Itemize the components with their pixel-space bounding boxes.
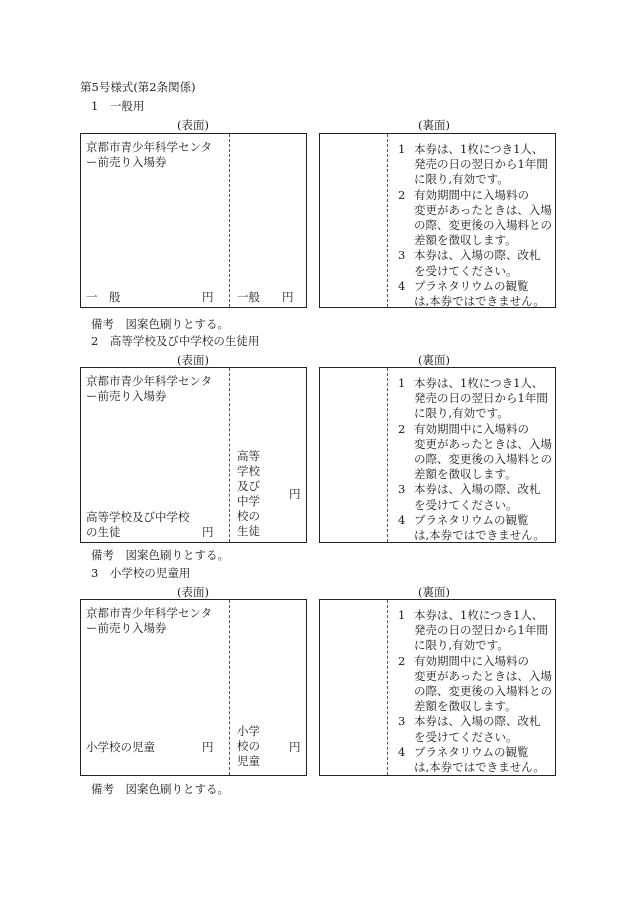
ticket-title-line1: 京都市青少年科学センタ (86, 140, 213, 154)
note-item: 2 有効期間中に入場料の 変更があったときは、入場 の際、変更後の入場料との 差額を徴収します。 (398, 653, 552, 714)
note-item: 1 本券は、1枚につき1人、 発売の日の翌日から1年間 に限り,有効です。 (398, 376, 548, 421)
front-label: (表面) (177, 118, 209, 132)
section-2-heading: 2 高等学校及び中学校の生徒用 (91, 334, 260, 348)
note-item: 1 本券は、1枚につき1人、 発売の日の翌日から1年間 に限り,有効です。 (398, 142, 548, 187)
section-1-heading: 1 一般用 (91, 99, 145, 113)
ticket-title-line1: 京都市青少年科学センタ (86, 606, 213, 620)
note-item: 2 有効期間中に入場料の 変更があったときは、入場 の際、変更後の入場料との 差額を徴収します。 (398, 421, 552, 482)
ticket-title-line2: ー前売り入場券 (86, 155, 167, 169)
stub-label-secondary: 高等 学校 及び 中学 校の 生徒 (237, 449, 260, 538)
ticket-front-general (80, 133, 307, 308)
stub-label-general: 一般 (237, 290, 260, 304)
remark: 備考 図案色刷りとする。 (91, 548, 229, 562)
perforation-line (229, 600, 230, 775)
back-label: (裏面) (418, 353, 450, 367)
note-item: 3 本券は、入場の際、改札 を受けてください。 (398, 482, 541, 512)
notes-list (398, 376, 552, 543)
perforation-line (387, 368, 388, 542)
note-item: 4 プラネタリウムの観覧 は,本券ではできません。 (398, 744, 545, 775)
stub-yen-label: 円 (289, 487, 301, 501)
ticket-title-line1: 京都市青少年科学センタ (86, 374, 213, 388)
yen-label: 円 (202, 290, 214, 304)
perforation-line (387, 600, 388, 775)
price-label-elementary: 小学校の児童 (86, 740, 155, 754)
perforation-line (387, 134, 388, 307)
remark: 備考 図案色刷りとする。 (91, 782, 229, 796)
section-3-heading: 3 小学校の児童用 (91, 566, 191, 580)
form-title: 第5号様式(第2条関係) (80, 80, 196, 94)
note-item: 2 有効期間中に入場料の 変更があったときは、入場 の際、変更後の入場料との 差額を徴収します。 (398, 187, 552, 248)
yen-label: 円 (202, 525, 214, 539)
back-label: (裏面) (418, 118, 450, 132)
front-label: (表面) (177, 353, 209, 367)
perforation-line (229, 134, 230, 307)
note-item: 4 プラネタリウムの観覧 は,本券ではできません。 (398, 512, 545, 543)
remark: 備考 図案色刷りとする。 (91, 317, 229, 331)
ticket-title-line2: ー前売り入場券 (86, 621, 167, 635)
back-label: (裏面) (418, 585, 450, 599)
note-item: 3 本券は、入場の際、改札 を受けてください。 (398, 248, 541, 278)
ticket-title-line2: ー前売り入場券 (86, 389, 167, 403)
note-item: 4 プラネタリウムの観覧 は,本券ではできません。 (398, 278, 545, 309)
stub-yen-label: 円 (289, 740, 301, 754)
ticket-back-elementary (319, 599, 556, 776)
price-label-secondary: 高等学校及び中学校 の生徒 (86, 510, 190, 539)
ticket-front-secondary (80, 367, 307, 543)
front-label: (表面) (177, 585, 209, 599)
perforation-line (229, 368, 230, 542)
ticket-front-elementary (80, 599, 307, 776)
notes-list (398, 142, 552, 309)
note-item: 3 本券は、入場の際、改札 を受けてください。 (398, 714, 541, 744)
stub-label-elementary: 小学 校の 児童 (237, 724, 260, 768)
ticket-back-general (319, 133, 556, 308)
note-item: 1 本券は、1枚につき1人、 発売の日の翌日から1年間 に限り,有効です。 (398, 608, 548, 653)
yen-label: 円 (202, 740, 214, 754)
price-label-general: 一 般 (86, 290, 121, 304)
stub-yen-label: 円 (282, 290, 294, 304)
notes-list (398, 608, 552, 775)
ticket-back-secondary (319, 367, 556, 543)
